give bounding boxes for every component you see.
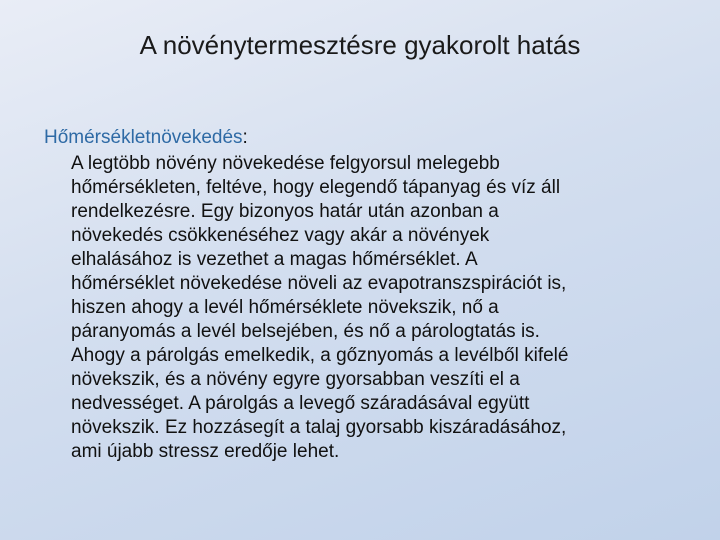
- paragraph-line: hőmérsékleten, feltéve, hogy elegendő tápanyag és víz áll: [71, 177, 561, 198]
- paragraph-line: hőmérséklet növekedése növeli az evapotranszspirációt is,: [71, 273, 567, 294]
- paragraph-line: hiszen ahogy a levél hőmérséklete növekszik, nő a: [71, 297, 499, 318]
- paragraph-line: nedvességet. A párolgás a levegő száradásával együtt: [71, 393, 530, 414]
- paragraph-line: Ahogy a párolgás emelkedik, a gőznyomás a levélből kifelé: [71, 345, 569, 366]
- paragraph-line: növekedés csökkenéséhez vagy akár a növények: [71, 225, 490, 246]
- body-paragraph: [71, 152, 684, 464]
- paragraph-line: növekszik, és a növény egyre gyorsabban veszíti el a: [71, 369, 520, 390]
- slide-content: [44, 126, 684, 464]
- paragraph-line: ami újabb stressz eredője lehet.: [71, 441, 340, 462]
- paragraph-line: rendelkezésre. Egy bizonyos határ után azonban a: [71, 201, 499, 222]
- heading-colon: :: [242, 127, 248, 148]
- slide-title: A növénytermesztésre gyakorolt hatás: [139, 30, 581, 60]
- heading-term: Hőmérsékletnövekedés: [44, 127, 243, 148]
- paragraph-line: növekszik. Ez hozzásegít a talaj gyorsabb kiszáradásához,: [71, 417, 567, 438]
- paragraph-line: páranyomás a levél belsejében, és nő a párologtatás is.: [71, 321, 540, 342]
- paragraph-line: elhalásához is vezethet a magas hőmérséklet. A: [71, 249, 478, 270]
- paragraph-line: A legtöbb növény növekedése felgyorsul melegebb: [71, 153, 500, 174]
- bullet-heading: [44, 126, 684, 150]
